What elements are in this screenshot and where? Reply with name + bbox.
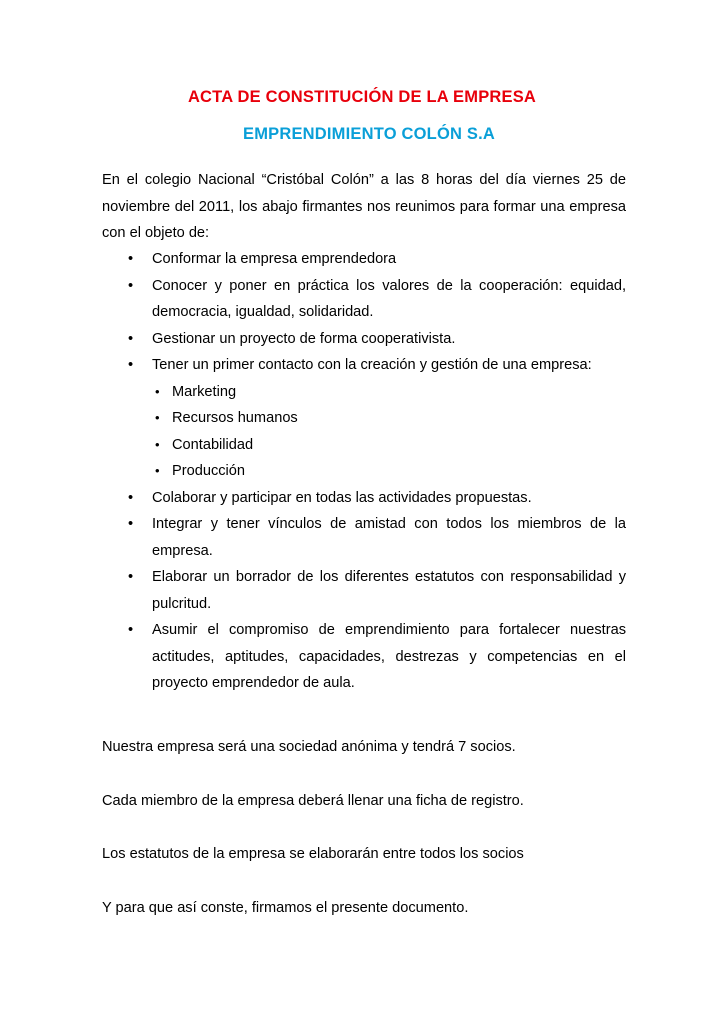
bullet-icon: • bbox=[128, 569, 134, 585]
paragraph-closing: Y para que así conste, firmamos el presente documento. bbox=[102, 900, 469, 916]
objective-text: Gestionar un proyecto de forma cooperativista. bbox=[152, 330, 456, 347]
objective-item bbox=[102, 246, 626, 273]
bullet-icon: • bbox=[128, 357, 134, 373]
paragraph-society-type: Nuestra empresa será una sociedad anónima y tendrá 7 socios. bbox=[102, 739, 516, 755]
objective-item bbox=[102, 485, 626, 512]
objective-item bbox=[102, 511, 626, 564]
objective-text: Asumir el compromiso de emprendimiento para fortalecer nuestras bbox=[152, 622, 626, 638]
objective-text: actitudes, aptitudes, capacidades, destrezas y competencias en el bbox=[152, 648, 626, 665]
objective-item bbox=[102, 352, 626, 379]
objective-text: proyecto emprendedor de aula. bbox=[152, 675, 355, 691]
sub-item bbox=[102, 405, 626, 432]
sub-item-text: Recursos humanos bbox=[172, 410, 298, 426]
sub-item-text: Contabilidad bbox=[172, 436, 254, 453]
bullet-icon: • bbox=[155, 436, 160, 452]
objectives-list bbox=[102, 246, 626, 697]
intro-line: En el colegio Nacional “Cristóbal Colón” a las 8 horas del día viernes 25 de bbox=[102, 172, 626, 188]
bullet-icon: • bbox=[155, 463, 160, 478]
intro-line: noviembre del 2011, los abajo firmantes nos reunimos para formar una empresa bbox=[102, 198, 626, 215]
bullet-icon: • bbox=[128, 516, 134, 532]
sub-item bbox=[102, 379, 626, 406]
objective-text: democracia, igualdad, solidaridad. bbox=[152, 304, 374, 320]
objective-item bbox=[102, 326, 626, 353]
objective-text: empresa. bbox=[152, 542, 213, 559]
bullet-icon: • bbox=[128, 330, 134, 347]
sub-item bbox=[102, 458, 626, 485]
intro-paragraph bbox=[102, 167, 626, 247]
intro-line: con el objeto de: bbox=[102, 225, 210, 241]
sub-item bbox=[102, 432, 626, 459]
objective-text: Conformar la empresa emprendedora bbox=[152, 251, 397, 267]
document-subtitle: EMPRENDIMIENTO COLÓN S.A bbox=[242, 125, 495, 143]
bullet-icon: • bbox=[155, 410, 160, 425]
objective-text: pulcritud. bbox=[152, 595, 212, 612]
paragraph-statutes: Los estatutos de la empresa se elaborarán entre todos los socios bbox=[102, 846, 524, 862]
objective-text: Tener un primer contacto con la creación y gestión de una empresa: bbox=[152, 357, 592, 373]
objective-text: Elaborar un borrador de los diferentes estatutos con responsabilidad y bbox=[152, 569, 626, 585]
bullet-icon: • bbox=[155, 383, 160, 399]
document-title: ACTA DE CONSTITUCIÓN DE LA EMPRESA bbox=[187, 88, 537, 106]
paragraph-registration: Cada miembro de la empresa deberá llenar una ficha de registro. bbox=[102, 793, 524, 809]
objective-text: Integrar y tener vínculos de amistad con todos los miembros de la bbox=[152, 516, 626, 532]
bullet-icon: • bbox=[128, 277, 134, 294]
objective-text: Colaborar y participar en todas las actividades propuestas. bbox=[152, 489, 532, 506]
bullet-icon: • bbox=[128, 251, 134, 267]
objective-item bbox=[102, 273, 626, 326]
objective-item bbox=[102, 564, 626, 617]
bullet-icon: • bbox=[128, 622, 134, 638]
objective-item bbox=[102, 617, 626, 697]
bullet-icon: • bbox=[128, 489, 134, 506]
sub-item-text: Marketing bbox=[172, 383, 237, 400]
objective-text: Conocer y poner en práctica los valores de la cooperación: equidad, bbox=[152, 277, 626, 294]
sub-item-text: Producción bbox=[172, 463, 246, 479]
